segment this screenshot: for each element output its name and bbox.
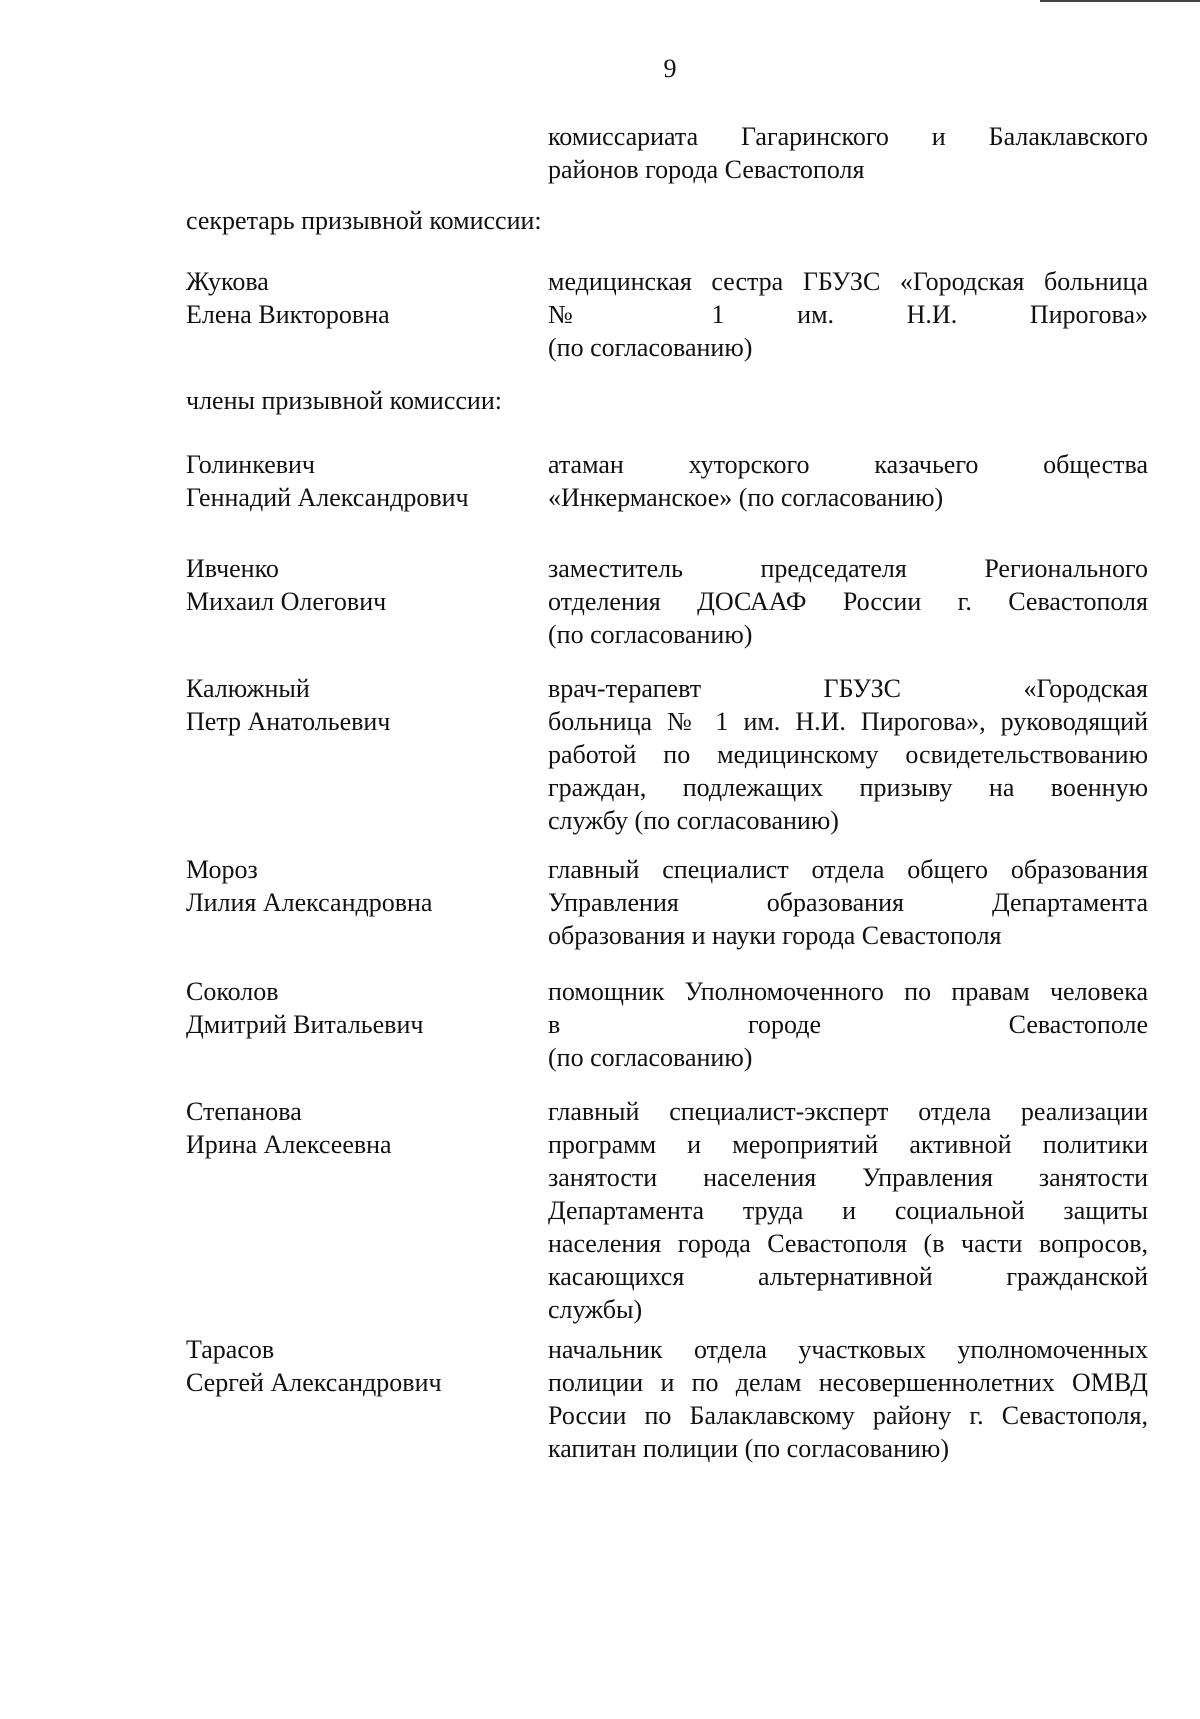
secretary-position [548, 265, 1148, 364]
member-position [548, 853, 1148, 952]
member-position-line: отделения ДОСААФ России г. Севастополя [548, 587, 1148, 616]
member-position-line: (по согласованию) [548, 1043, 753, 1072]
secretary-position-line-1: медицинская сестра ГБУЗС «Городская больница [548, 267, 1148, 296]
member-position [548, 552, 1148, 651]
secretary-position-line-2: № 1 им. Н.И. Пирогова» [548, 300, 1148, 329]
member-given-name: Михаил Олегович [186, 587, 387, 616]
member-position-line: помощник Уполномоченного по правам человека [548, 977, 1148, 1006]
member-position [548, 1333, 1148, 1465]
member-name [186, 1095, 526, 1161]
member-surname: Тарасов [186, 1335, 275, 1364]
members-label: члены призывной комиссии: [186, 386, 502, 415]
member-position-line: капитан полиции (по согласованию) [548, 1434, 949, 1463]
intro-text [548, 120, 1148, 186]
member-position-line: атаман хуторского казачьего общества [548, 450, 1148, 479]
intro-line-2: районов города Севастополя [548, 155, 865, 184]
member-position-line: начальник отдела участковых уполномоченных [548, 1335, 1148, 1364]
secretary-label: секретарь призывной комиссии: [186, 206, 542, 235]
member-position-line: образования и науки города Севастополя [548, 921, 1002, 950]
member-position [548, 448, 1148, 514]
member-position [548, 975, 1148, 1074]
top-edge-rule [1040, 0, 1200, 2]
member-position-line: заместитель председателя Регионального [548, 554, 1148, 583]
member-position-line: программ и мероприятий активной политики [548, 1130, 1148, 1159]
secretary-position-line-3: (по согласованию) [548, 333, 753, 362]
secretary-surname: Жукова [186, 267, 269, 296]
member-position-line: граждан, подлежащих призыву на военную [548, 773, 1148, 802]
member-surname: Соколов [186, 977, 279, 1006]
member-position-line: занятости населения Управления занятости [548, 1163, 1148, 1192]
member-name [186, 672, 526, 738]
member-position [548, 1095, 1148, 1326]
member-position-line: полиции и по делам несовершеннолетних ОМВД [548, 1368, 1148, 1397]
member-given-name: Дмитрий Витальевич [186, 1010, 424, 1039]
secretary-name [186, 265, 526, 331]
member-name [186, 853, 526, 919]
member-position-line: главный специалист-эксперт отдела реализации [548, 1097, 1148, 1126]
member-position-line: врач-терапевт ГБУЗС «Городская [548, 674, 1148, 703]
member-position-line: службу (по согласованию) [548, 806, 839, 835]
member-position [548, 672, 1148, 837]
member-position-line: Департамента труда и социальной защиты [548, 1196, 1148, 1225]
member-given-name: Ирина Алексеевна [186, 1130, 392, 1159]
member-position-line: населения города Севастополя (в части вопросов, [548, 1229, 1148, 1258]
member-name [186, 1333, 526, 1399]
member-position-line: касающихся альтернативной гражданской [548, 1262, 1148, 1291]
member-surname: Мороз [186, 855, 258, 884]
member-given-name: Сергей Александрович [186, 1368, 442, 1397]
member-position-line: службы) [548, 1295, 643, 1324]
member-given-name: Геннадий Александрович [186, 483, 469, 512]
member-surname: Калюжный [186, 674, 310, 703]
member-surname: Ивченко [186, 554, 279, 583]
intro-line-1: комиссариата Гагаринского и Балаклавского [548, 122, 1148, 151]
page-number: 9 [663, 54, 677, 83]
member-name [186, 552, 526, 618]
secretary-given-name: Елена Викторовна [186, 300, 390, 329]
member-position-line: Управления образования Департамента [548, 888, 1148, 917]
member-given-name: Лилия Александровна [186, 888, 433, 917]
member-position-line: России по Балаклавскому району г. Севастополя, [548, 1401, 1148, 1430]
member-position-line: «Инкерманское» (по согласованию) [548, 483, 944, 512]
member-position-line: больница № 1 им. Н.И. Пирогова», руководящий [548, 707, 1148, 736]
member-position-line: в городе Севастополе [548, 1010, 1148, 1039]
member-surname: Голинкевич [186, 450, 315, 479]
member-position-line: работой по медицинскому освидетельствованию [548, 740, 1148, 769]
member-position-line: главный специалист отдела общего образования [548, 855, 1148, 884]
member-position-line: (по согласованию) [548, 620, 753, 649]
member-name [186, 975, 526, 1041]
member-surname: Степанова [186, 1097, 302, 1126]
member-name [186, 448, 526, 514]
member-given-name: Петр Анатольевич [186, 707, 391, 736]
